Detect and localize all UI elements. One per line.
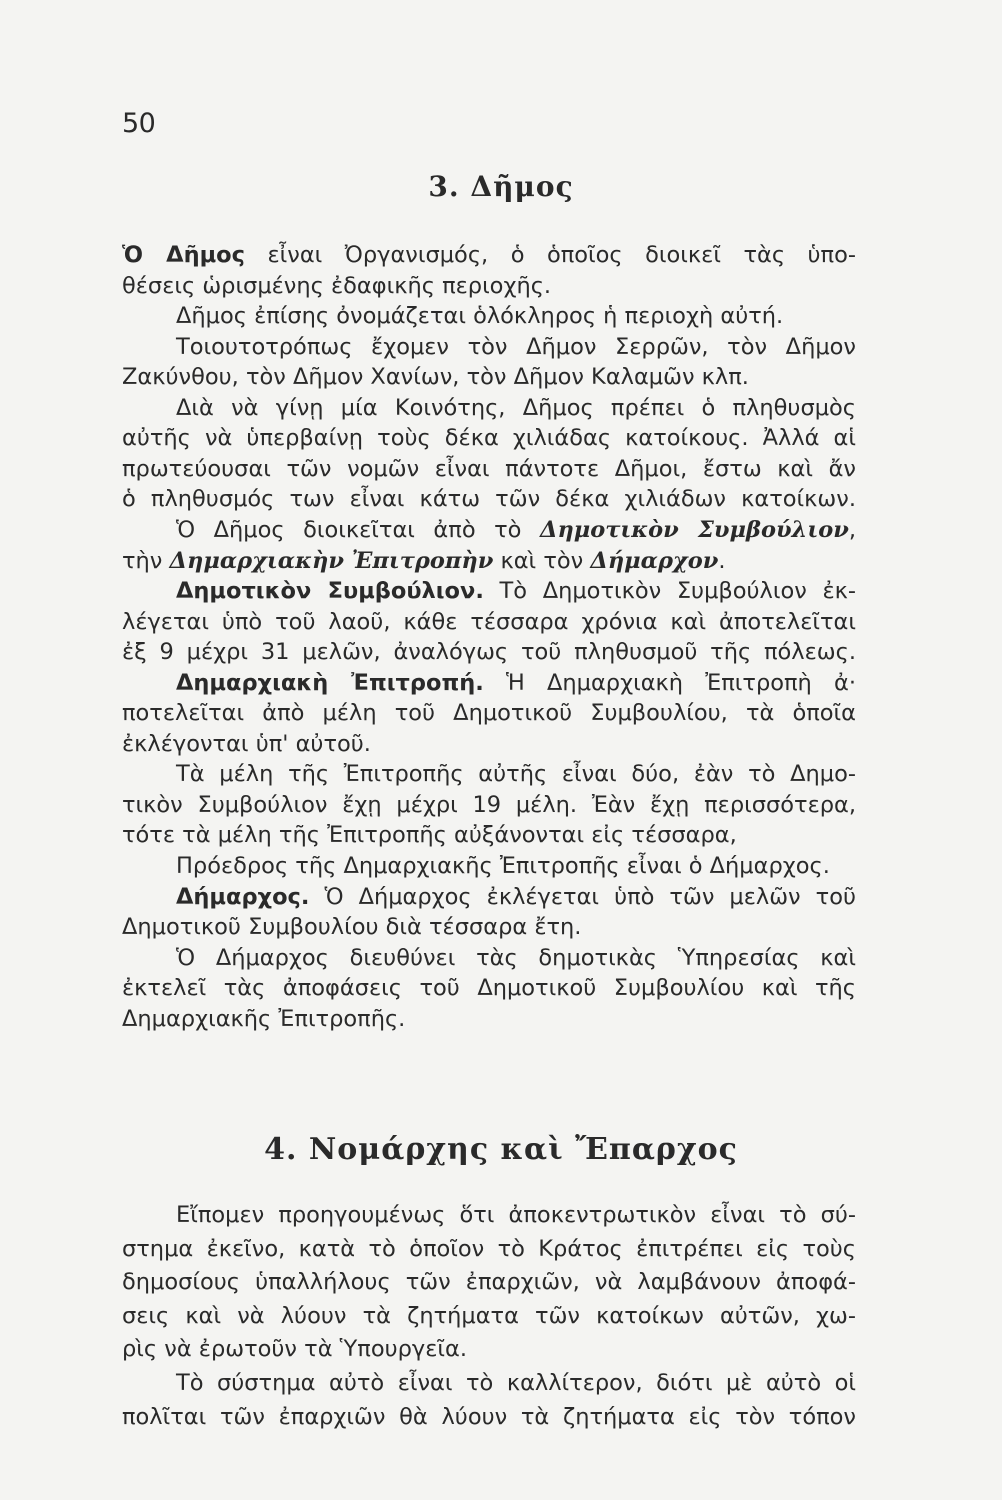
text-run: Δημαρχιακῆς Ἐπιτροπῆς.	[122, 1005, 406, 1032]
text-line	[122, 271, 551, 301]
text-run: Τὸ Δημοτικὸν Συμβούλιον ἐκ-	[483, 578, 856, 605]
text-run: Ὁ Δῆμος διοικεῖται ἀπὸ τὸ	[176, 516, 540, 543]
text-line	[176, 515, 856, 545]
text-line	[176, 393, 856, 423]
text-line	[122, 423, 856, 453]
text-line	[122, 729, 371, 759]
text-line	[176, 668, 856, 698]
text-run: Εἴπομεν προηγουμένως ὅτι ἀποκεντρωτικὸν εἶναι τὸ σύ-	[176, 1202, 856, 1228]
text-line	[176, 332, 856, 362]
emphasis-term: Δημοτικὸν Συμβούλιον	[539, 516, 849, 543]
section-3-heading: 3. Δῆμος	[428, 170, 574, 203]
text-run: τὴν	[122, 547, 170, 574]
text-run: ,	[848, 516, 856, 543]
text-line	[122, 362, 749, 392]
text-run: λέγεται ὑπὸ τοῦ λαοῦ, κάθε τέσσαρα χρόνια καὶ ἀποτελεῖται	[122, 608, 856, 635]
text-line	[122, 546, 726, 576]
text-run: ὁ πληθυσμός των εἶναι κάτω τῶν δέκα χιλιάδων κατοίκων.	[122, 486, 856, 513]
page-number: 50	[122, 108, 156, 139]
text-line	[176, 1368, 856, 1398]
emphasis-term: Δημαρχιακὴ Ἐπιτροπή.	[176, 669, 484, 696]
text-line	[122, 607, 856, 637]
text-line	[122, 240, 856, 270]
text-line	[122, 790, 856, 820]
text-run: Πρόεδρος τῆς Δημαρχιακῆς Ἐπιτροπῆς εἶναι ὁ Δήμαρχος.	[176, 853, 830, 879]
text-line	[122, 1334, 467, 1364]
text-run: Ἡ Δημαρχιακὴ Ἐπιτροπὴ ἀ·	[483, 669, 856, 696]
text-line	[122, 454, 856, 484]
text-line	[122, 973, 856, 1003]
text-run: Διὰ νὰ γίνῃ μία Κοινότης, Δῆμος πρέπει ὁ πληθυσμὸς	[176, 394, 856, 421]
text-run: αὐτῆς νὰ ὑπερβαίνῃ τοὺς δέκα χιλιάδας κατοίκους. Ἀλλά αἱ	[122, 425, 856, 452]
text-line	[122, 637, 856, 667]
text-line	[122, 698, 856, 728]
text-line	[122, 1402, 856, 1432]
text-run: δημοσίους ὑπαλλήλους τῶν ἐπαρχιῶν, νὰ λαμβάνουν ἀποφά-	[122, 1269, 856, 1296]
text-run: Τοιουτοτρόπως ἔχομεν τὸν Δῆμον Σερρῶν, τὸν Δῆμον	[176, 333, 856, 360]
emphasis-term: Δήμαρχον	[590, 547, 719, 574]
text-run: πρωτεύουσαι τῶν νομῶν εἶναι πάντοτε Δῆμοι, ἔστω καὶ ἄν	[122, 455, 856, 482]
emphasis-term: Δήμαρχος.	[176, 883, 310, 910]
text-run: ποτελεῖται ἀπὸ μέλη τοῦ Δημοτικοῦ Συμβουλίου, τὰ ὁποῖα	[122, 700, 856, 727]
text-line	[122, 1234, 856, 1264]
text-run: ἐξ 9 μέχρι 31 μελῶν, ἀναλόγως τοῦ πληθυσμοῦ τῆς πόλεως.	[122, 639, 856, 666]
section-4-heading: 4. Νομάρχης καὶ Ἔπαρχος	[264, 1132, 738, 1167]
text-line	[176, 882, 856, 912]
text-run: Ὁ Δήμαρχος ἐκλέγεται ὑπὸ τῶν μελῶν τοῦ	[309, 883, 856, 910]
emphasis-term: Δημοτικὸν Συμβούλιον.	[176, 578, 484, 605]
text-line	[122, 912, 581, 942]
text-line	[176, 576, 856, 606]
emphasis-term: Ὁ Δῆμος	[122, 242, 245, 268]
text-run: .	[718, 547, 726, 574]
text-line	[122, 820, 737, 850]
text-run: Τὰ μέλη τῆς Ἐπιτροπῆς αὐτῆς εἶναι δύο, ἐὰν τὸ Δημο-	[176, 761, 856, 788]
text-line	[176, 1200, 856, 1230]
text-line	[122, 1301, 856, 1331]
text-run: Τὸ σύστημα αὐτὸ εἶναι τὸ καλλίτερον, διότι μὲ αὐτὸ οἱ	[176, 1370, 856, 1396]
text-run: σεις καὶ νὰ λύουν τὰ ζητήματα τῶν κατοίκων αὐτῶν, χω-	[122, 1302, 856, 1329]
text-run: ρὶς νὰ ἐρωτοῦν τὰ Ὑπουργεῖα.	[122, 1336, 467, 1363]
text-run: Ζακύνθου, τὸν Δῆμον Χανίων, τὸν Δῆμον Καλαμῶν κλπ.	[122, 364, 749, 391]
text-run: καὶ τὸν	[493, 547, 591, 574]
text-run: ἐκτελεῖ τὰς ἀποφάσεις τοῦ Δημοτικοῦ Συμβουλίου καὶ τῆς	[122, 975, 856, 1002]
text-run: εἶναι Ὀργανισμός, ὁ ὁποῖος διοικεῖ τὰς ὑπο-	[244, 242, 856, 268]
text-run: στημα ἐκεῖνο, κατὰ τὸ ὁποῖον τὸ Κράτος ἐπιτρέπει εἰς τοὺς	[122, 1235, 856, 1262]
text-line	[122, 1267, 856, 1297]
text-line	[122, 484, 856, 514]
text-run: Ὁ Δήμαρχος διευθύνει τὰς δημοτικὰς Ὑπηρεσίας καὶ	[176, 944, 856, 971]
text-line	[176, 301, 783, 331]
text-run: Δῆμος ἐπίσης ὀνομάζεται ὁλόκληρος ἡ περιοχὴ αὐτή.	[176, 303, 784, 330]
text-run: ἐκλέγονται ὑπ' αὐτοῦ.	[122, 730, 371, 757]
text-run: Δημοτικοῦ Συμβουλίου διὰ τέσσαρα ἔτη.	[122, 914, 582, 941]
text-run: τικὸν Συμβούλιον ἔχῃ μέχρι 19 μέλη. Ἐὰν ἔχῃ περισσότερα,	[122, 791, 856, 818]
text-run: τότε τὰ μέλη τῆς Ἐπιτροπῆς αὐξάνονται εἰς τέσσαρα,	[122, 822, 737, 849]
text-run: πολῖται τῶν ἐπαρχιῶν θὰ λύουν τὰ ζητήματα εἰς τὸν τόπον	[122, 1403, 856, 1430]
text-run: θέσεις ὡρισμένης ἐδαφικῆς περιοχῆς.	[122, 272, 552, 299]
emphasis-term: Δημαρχιακὴν Ἐπιτροπὴν	[169, 547, 494, 574]
text-line	[122, 1004, 405, 1034]
text-line	[176, 759, 856, 789]
text-line	[176, 851, 830, 881]
text-line	[176, 943, 856, 973]
